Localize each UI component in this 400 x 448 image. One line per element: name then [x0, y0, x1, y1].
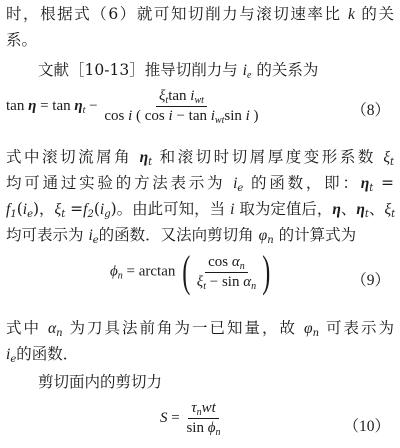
text-run: 和滚切时切屑厚度变形系数 — [152, 148, 384, 166]
text-run: 的计算式为 — [273, 226, 357, 244]
text-run: 可表示为 — [319, 319, 394, 337]
text-run: 系。 — [6, 31, 38, 49]
text-line-3 — [38, 60, 394, 81]
fraction: $\frac{\cos \alpha_n}{\xi_t - \sin \alpha_n}$ — [196, 253, 257, 292]
text-line-6: $f_1(i_e)$，$\xi_t =f_2(i_g)$。由此可知，当 i 取为定值后，η、$\eta_t$、$\xi_t$ — [6, 200, 396, 220]
math-var-k: k — [348, 6, 355, 23]
fraction: $\frac{\tau_nwt}{\sin \phi_n}$ — [186, 400, 221, 438]
fraction: $\frac{\xi_t\tan i_{wt}}{\cos i ( \cos i - \tan i_{wt}\sin i )}$ — [104, 88, 259, 126]
text-run: 取为定值后， — [234, 200, 333, 218]
equation-number-9: （9） — [351, 272, 390, 289]
equation-number-10: （10） — [343, 418, 390, 435]
equation-number-8: （8） — [351, 102, 390, 119]
text-line-5: 均可通过实验的方法表示为 $i_e$ 的函数，即：$\eta_t$ = — [6, 174, 394, 194]
text-run: 时，根据式（ — [6, 5, 109, 23]
text-line-10 — [38, 372, 394, 392]
text-run: 为刀具法前角为一已知量，故 — [62, 319, 304, 337]
text-run: ）就可知切削力与滚切速率比 — [118, 5, 349, 23]
text-line-2 — [6, 30, 394, 50]
text-run: 均可表示为 — [6, 226, 89, 244]
text-run: ］推导切削力与 — [129, 61, 243, 79]
equation-8: $\tan \eta = \tan \eta_t$ − $\frac{\xi_t\tan i_{wt}}{\cos i ( \cos i - \tan i_{wt}\sin i )}$ — [6, 88, 262, 125]
citation: 10-13 — [84, 61, 130, 79]
text-line-8: 式中 $\alpha_n$ 为刀具法前角为一已知量，故 $\varphi_n$ 可表示为 — [6, 319, 394, 339]
text-run: 的函数． — [16, 345, 79, 363]
math-i-e: $i_e$ — [242, 62, 252, 81]
text-run: 剪切面内的剪切力 — [38, 373, 163, 391]
text-run: 均可通过实验的方法表示为 — [6, 174, 234, 192]
text-line-1 — [6, 4, 394, 25]
text-run: 。由此可知，当 — [116, 200, 231, 218]
text-run: 的函数，即： — [243, 174, 361, 192]
text-run: 的函数．又法向剪切角 — [98, 226, 259, 244]
eq-reference: 6 — [108, 5, 119, 23]
equation-9: $\phi_n = \arctan$ ( $\frac{\cos \alpha_n}{\xi_t - \sin \alpha_n}$ ) — [110, 247, 271, 296]
text-line-7: 均可表示为 $i_e$的函数．又法向剪切角 $\varphi_n$ 的计算式为 — [6, 226, 357, 246]
text-line-9: $i_e$的函数． — [6, 345, 79, 365]
equation-10: S = $\frac{\tau_nwt}{\sin \phi_n}$ — [160, 400, 224, 437]
text-run: 式中滚切流屑角 — [6, 148, 140, 166]
text-run: 的关 — [354, 5, 394, 23]
text-run: 式中 — [6, 319, 48, 337]
text-run: 的关系为 — [251, 61, 319, 79]
text-line-4: 式中滚切流屑角 $\eta_t$ 和滚切时切屑厚度变形系数 $\xi_t$ — [6, 148, 394, 168]
text-run: 文献［ — [38, 61, 85, 79]
